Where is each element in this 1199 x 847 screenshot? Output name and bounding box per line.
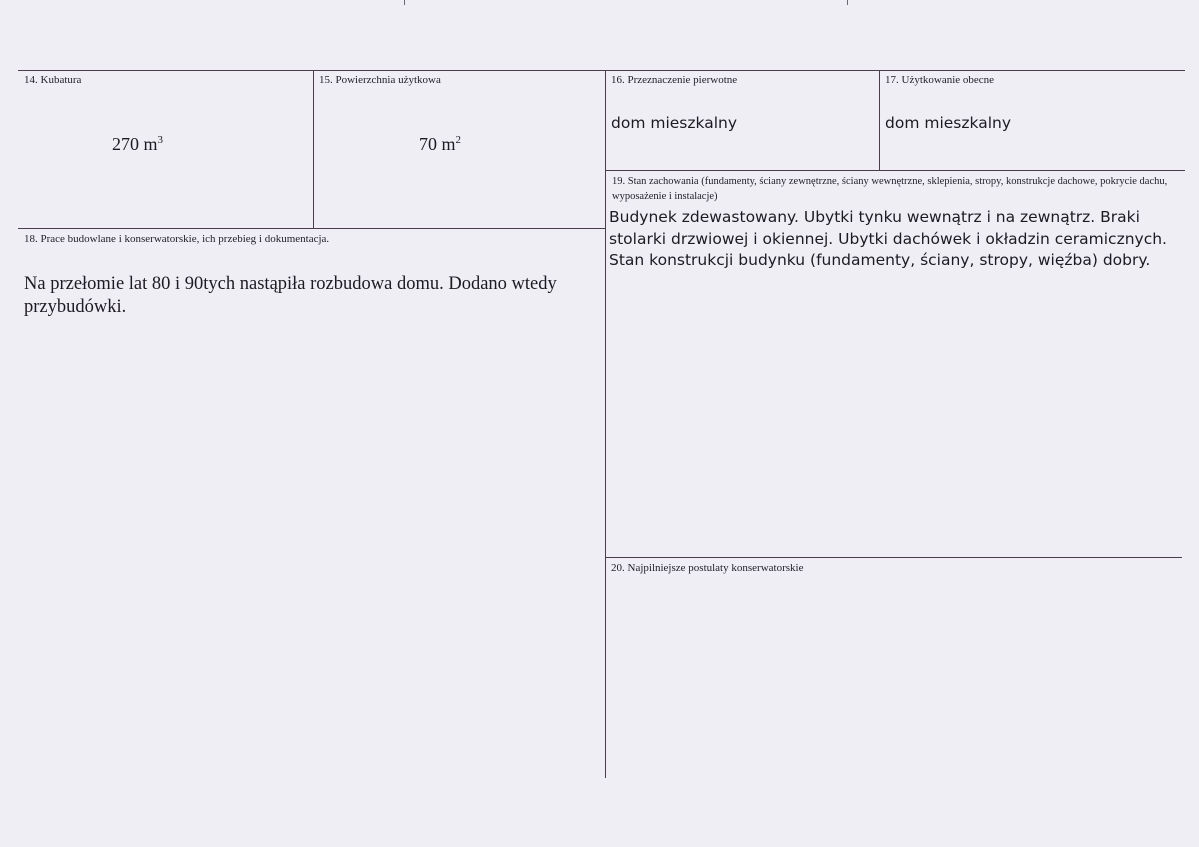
center-divider bbox=[605, 70, 606, 778]
kubatura-number: 270 m bbox=[112, 134, 158, 154]
postulaty-label: 20. Najpilniejsze postulaty konserwatorskie bbox=[611, 562, 804, 574]
prace-value: Na przełomie lat 80 i 90tych nastąpiła rozbudowa domu. Dodano wtedy przybudówki. bbox=[24, 274, 557, 317]
powierzchnia-label: 15. Powierzchnia użytkowa bbox=[319, 74, 441, 86]
stan-value: Budynek zdewastowany. Ubytki tynku wewnątrz i na zewnątrz. Braki stolarki drzwiowej i okiennej. Ubytki dachówek i okładzin ceramicznych. Stan konstrukcji budynku (fundamenty, ściany, stropy, więźba) dobry. bbox=[609, 208, 1167, 269]
divider-19-20 bbox=[605, 557, 1182, 558]
powierzchnia-exponent: 2 bbox=[455, 134, 462, 146]
form-top-border bbox=[18, 70, 1185, 71]
top-tick-mark bbox=[404, 0, 405, 5]
kubatura-label: 14. Kubatura bbox=[24, 74, 82, 86]
przeznaczenie-label: 16. Przeznaczenie pierwotne bbox=[611, 74, 738, 86]
powierzchnia-value bbox=[419, 134, 461, 155]
kubatura-value bbox=[112, 134, 163, 155]
divider-16-17 bbox=[879, 70, 880, 170]
stan-label: 19. Stan zachowania (fundamenty, ściany zewnętrzne, ściany wewnętrzne, sklepienia, stropy, konstrukcje dachowe, pokrycie dachu, wyposażenie i instalacje) bbox=[612, 176, 1168, 202]
divider-16-19 bbox=[605, 170, 1185, 171]
przeznaczenie-value: dom mieszkalny bbox=[611, 114, 738, 132]
divider-14-18 bbox=[18, 228, 605, 229]
top-tick-mark bbox=[847, 0, 848, 5]
prace-label: 18. Prace budowlane i konserwatorskie, ich przebieg i dokumentacja. bbox=[24, 233, 330, 245]
powierzchnia-number: 70 m bbox=[419, 134, 456, 154]
uzytkowanie-value: dom mieszkalny bbox=[885, 114, 1012, 132]
uzytkowanie-label: 17. Użytkowanie obecne bbox=[885, 74, 995, 86]
divider-14-15 bbox=[313, 70, 314, 228]
kubatura-exponent: 3 bbox=[157, 134, 164, 146]
